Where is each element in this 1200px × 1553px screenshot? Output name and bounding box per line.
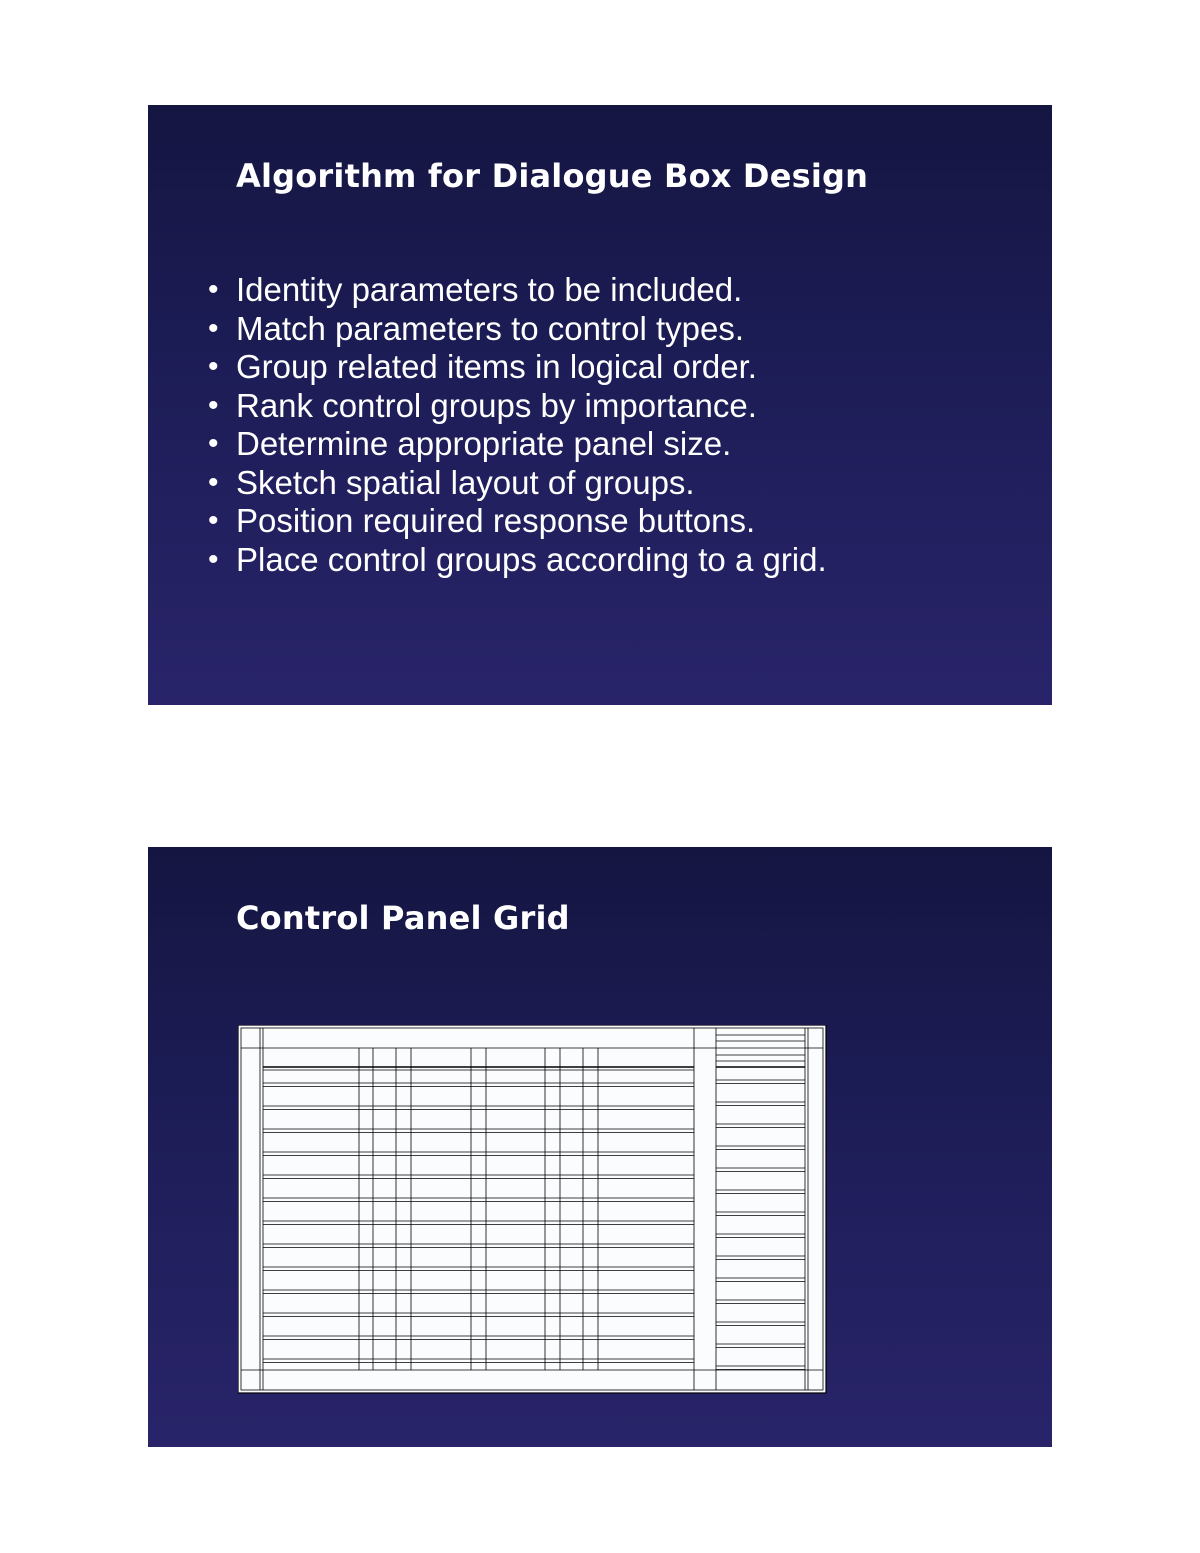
bullet-text: Identity parameters to be included. bbox=[236, 271, 743, 308]
bullet-item bbox=[208, 541, 827, 580]
slide-algorithm bbox=[148, 105, 1052, 705]
bullet-item bbox=[208, 310, 827, 349]
bullet-text: Position required response buttons. bbox=[236, 502, 756, 539]
bullet-text: Rank control groups by importance. bbox=[236, 386, 757, 424]
bullet-icon: • bbox=[208, 542, 219, 576]
bullet-icon: • bbox=[208, 427, 219, 460]
slide-title: Algorithm for Dialogue Box Design bbox=[236, 157, 869, 195]
bullet-icon: • bbox=[208, 311, 219, 345]
bullet-icon: • bbox=[208, 273, 219, 306]
bullet-icon: • bbox=[208, 465, 219, 499]
bullet-item bbox=[208, 464, 827, 503]
bullet-item bbox=[208, 425, 827, 464]
slide-title: Control Panel Grid bbox=[236, 899, 570, 937]
grid-svg bbox=[238, 1025, 828, 1395]
bullet-item bbox=[208, 502, 827, 541]
bullet-icon: • bbox=[208, 350, 219, 383]
slide-control-panel-grid bbox=[148, 847, 1052, 1447]
bullet-item bbox=[208, 271, 827, 310]
control-panel-grid-diagram bbox=[238, 1025, 828, 1395]
bullet-text: Determine appropriate panel size. bbox=[236, 425, 732, 462]
bullet-text: Match parameters to control types. bbox=[236, 309, 745, 347]
bullet-list bbox=[208, 271, 827, 579]
bullet-text: Group related items in logical order. bbox=[236, 348, 757, 385]
bullet-item bbox=[208, 348, 827, 387]
bullet-icon: • bbox=[208, 388, 219, 422]
bullet-icon: • bbox=[208, 504, 219, 537]
bullet-text: Place control groups according to a grid. bbox=[236, 540, 827, 578]
bullet-text: Sketch spatial layout of groups. bbox=[236, 463, 695, 501]
bullet-item bbox=[208, 387, 827, 426]
